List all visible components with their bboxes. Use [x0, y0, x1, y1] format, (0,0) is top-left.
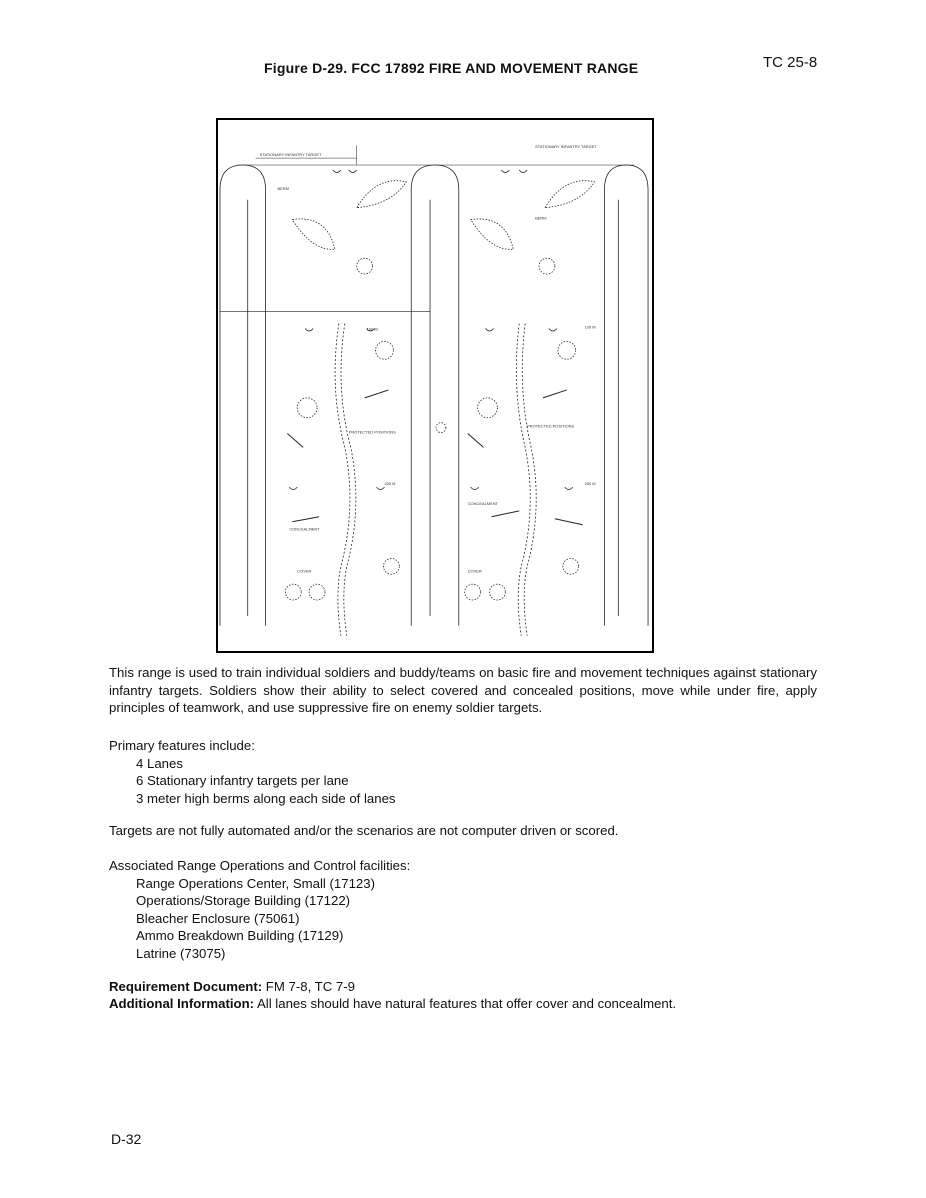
facility-item: Latrine (73075)	[136, 945, 226, 961]
facilities-heading: Associated Range Operations and Control facilities:	[109, 858, 411, 873]
feature-item: 6 Stationary infantry targets per lane	[136, 773, 349, 788]
facility-item: Ammo Breakdown Building (17129)	[136, 928, 344, 943]
feature-item: 3 meter high berms along each side of lanes	[136, 790, 396, 806]
diagram-label-200m: 200 M	[384, 481, 396, 487]
features-heading: Primary features include:	[109, 738, 255, 753]
diagram-label-protected: PROTECTED POSITIONS	[348, 429, 396, 435]
right-trail	[516, 324, 530, 636]
page-number: D-32	[111, 1131, 142, 1147]
figure-title: Figure D-29. FCC 17892 FIRE AND MOVEMENT RANGE	[264, 60, 639, 76]
intro-paragraph: This range is used to train individual soldiers and buddy/teams on basic fire and movement techniques against stationary infantry targets. Soldiers show their ability to select covered and concealed positions, move while under fire, apply principles of teamwork, and use suppressive fire on enemy soldier targets.	[109, 665, 817, 715]
right-berm	[604, 165, 648, 626]
right-trail-2	[522, 324, 536, 636]
diagram-label-concealment-2: CONCEALMENT	[467, 500, 499, 506]
range-diagram	[216, 118, 654, 653]
automation-note: Targets are not fully automated and/or the scenarios are not computer driven or scored.	[109, 823, 619, 838]
additional-value: All lanes should have natural features that offer cover and concealment.	[254, 996, 677, 1011]
left-trail	[335, 324, 350, 636]
diagram-label-100m: 100 M	[366, 326, 378, 332]
additional-label: Additional Information:	[109, 996, 255, 1011]
additional-line	[109, 995, 676, 1013]
facilities-block	[109, 857, 410, 962]
left-trail-2	[341, 324, 356, 636]
diagram-label-concealment: CONCEALMENT	[289, 526, 320, 532]
center-berm	[411, 165, 459, 626]
diagram-label-berm: BERM	[277, 185, 289, 191]
diagram-label-200m-2: 200 M	[584, 481, 596, 487]
facility-item: Bleacher Enclosure (75061)	[136, 910, 300, 926]
left-berm	[220, 165, 266, 626]
requirement-label: Requirement Document:	[109, 979, 263, 994]
diagram-label-stationary: STATIONARY INFANTRY TARGET	[259, 152, 322, 158]
requirement-value: FM 7-8, TC 7-9	[262, 979, 355, 994]
diagram-label-protected-2: PROTECTED POSITIONS	[527, 423, 575, 429]
facility-item: Range Operations Center, Small (17123)	[136, 875, 375, 891]
feature-item: 4 Lanes	[136, 755, 183, 771]
diagram-label-cover-2: COVER	[467, 568, 482, 574]
requirement-line	[109, 978, 355, 996]
diagram-label-100m-2: 100 M	[584, 324, 596, 330]
document-id: TC 25-8	[763, 54, 818, 71]
diagram-label-stationary-2: STATIONARY INFANTRY TARGET	[535, 144, 597, 150]
facility-item: Operations/Storage Building (17122)	[136, 893, 351, 908]
features-block	[109, 737, 396, 807]
diagram-label-cover: COVER	[297, 568, 312, 574]
diagram-label-berm-2: BERM	[535, 215, 547, 221]
